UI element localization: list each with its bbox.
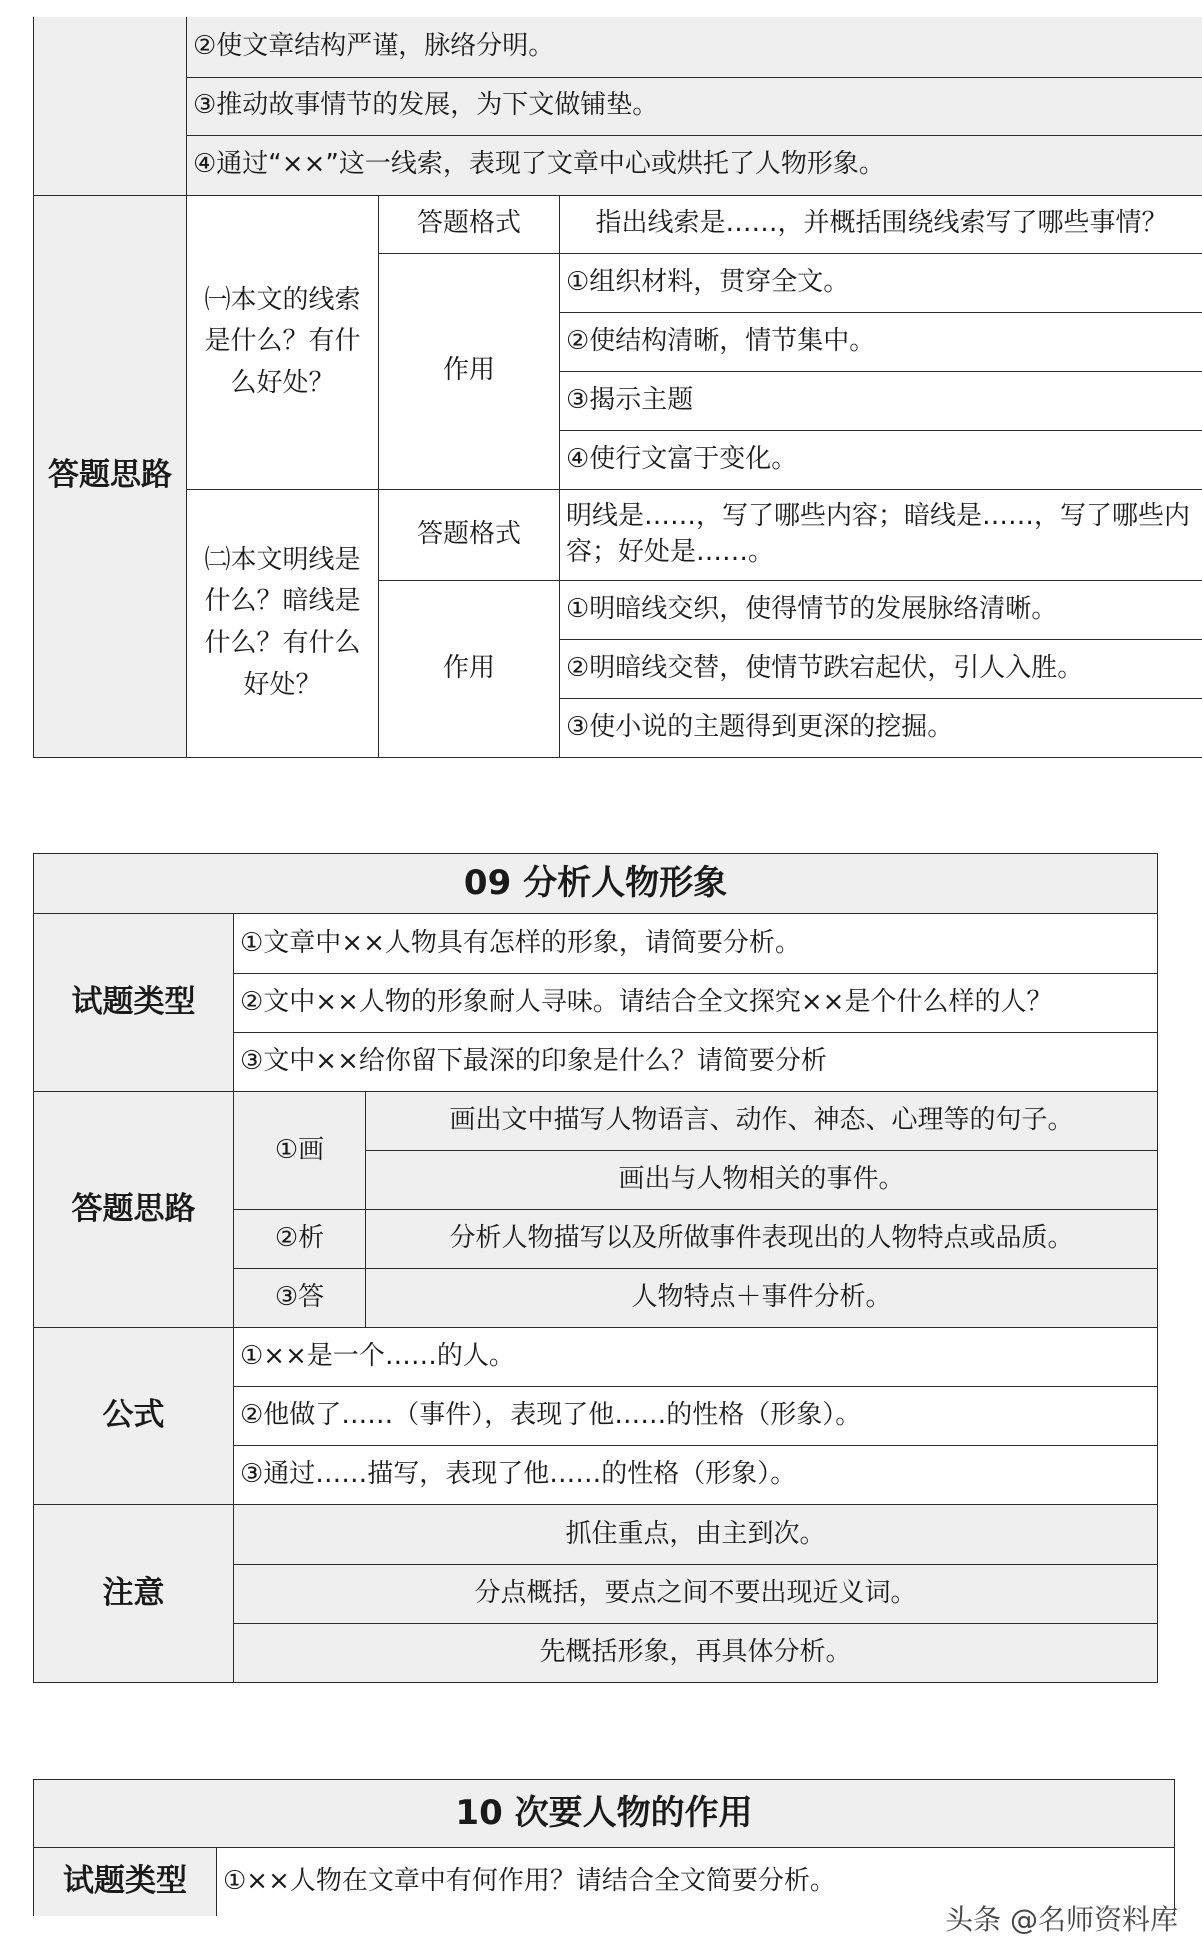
note-1: 抓住重点，由主到次。 [234,1505,1158,1565]
minor-character-table [33,1779,1175,1916]
step-answer-line: 人物特点＋事件分析。 [366,1269,1158,1328]
answer-approach-label-09: 答题思路 [34,1092,234,1328]
q2-format-label: 答题格式 [379,489,560,580]
question-type-2: ②文中××人物的形象耐人寻味。请结合全文探究××是个什么样的人？ [234,974,1158,1033]
effect-line-3: ③推动故事情节的发展，为下文做铺垫。 [187,77,1202,135]
step-analyze-label: ②析 [234,1210,366,1269]
q1-effect-label: 作用 [379,253,560,489]
note-3: 先概括形象，再具体分析。 [234,1624,1158,1683]
clue-table [33,17,1202,758]
note-2: 分点概括，要点之间不要出现近义词。 [234,1565,1158,1624]
q1-effect-2: ②使结构清晰，情节集中。 [560,312,1202,371]
q1-effect-1: ①组织材料，贯穿全文。 [560,253,1202,312]
watermark: 头条 @名师资料库 [945,1903,1178,1936]
q1-effect-3: ③揭示主题 [560,371,1202,430]
step-draw-line-2: 画出与人物相关的事件。 [366,1151,1158,1210]
q2-effect-1: ①明暗线交织，使得情节的发展脉络清晰。 [560,580,1202,639]
question-type-1: ①文章中××人物具有怎样的形象，请简要分析。 [234,914,1158,974]
q2-format-text: 明线是……，写了哪些内容；暗线是……，写了哪些内容；好处是……。 [560,489,1202,580]
step-answer-label: ③答 [234,1269,366,1328]
note-label: 注意 [34,1505,234,1683]
question-type-10-1: ①××人物在文章中有何作用？请结合全文简要分析。 [217,1848,1175,1916]
step-draw-line-1: 画出文中描写人物语言、动作、神态、心理等的句子。 [366,1092,1158,1151]
formula-label: 公式 [34,1328,234,1505]
effect-line-2: ②使文章结构严谨，脉络分明。 [187,17,1202,77]
q2-effect-label: 作用 [379,580,560,757]
step-draw-label: ①画 [234,1092,366,1210]
question-1: ㈠本文的线索是什么？有什么好处？ [187,195,379,489]
effect-line-4: ④通过“××”这一线索，表现了文章中心或烘托了人物形象。 [187,135,1202,195]
question-type-3: ③文中××给你留下最深的印象是什么？请简要分析 [234,1033,1158,1092]
question-type-label-10: 试题类型 [34,1848,217,1916]
continued-label-cell [34,17,187,195]
formula-3: ③通过……描写，表现了他……的性格（形象）。 [234,1446,1158,1505]
q1-effect-4: ④使行文富于变化。 [560,430,1202,489]
section-09-title: 09 分析人物形象 [34,854,1158,914]
answer-approach-label: 答题思路 [34,195,187,757]
question-type-label: 试题类型 [34,914,234,1092]
q2-effect-2: ②明暗线交替，使情节跌宕起伏，引人入胜。 [560,639,1202,698]
question-2: ㈡本文明线是什么？暗线是什么？有什么好处？ [187,489,379,757]
q1-format-label: 答题格式 [379,195,560,253]
formula-2: ②他做了……（事件），表现了他……的性格（形象）。 [234,1387,1158,1446]
character-analysis-table [33,853,1158,1683]
q1-format-text: 指出线索是……，并概括围绕线索写了哪些事情？ [560,195,1202,253]
section-10-title: 10 次要人物的作用 [34,1780,1175,1848]
q2-effect-3: ③使小说的主题得到更深的挖掘。 [560,698,1202,757]
step-analyze-line: 分析人物描写以及所做事件表现出的人物特点或品质。 [366,1210,1158,1269]
formula-1: ①××是一个……的人。 [234,1328,1158,1387]
